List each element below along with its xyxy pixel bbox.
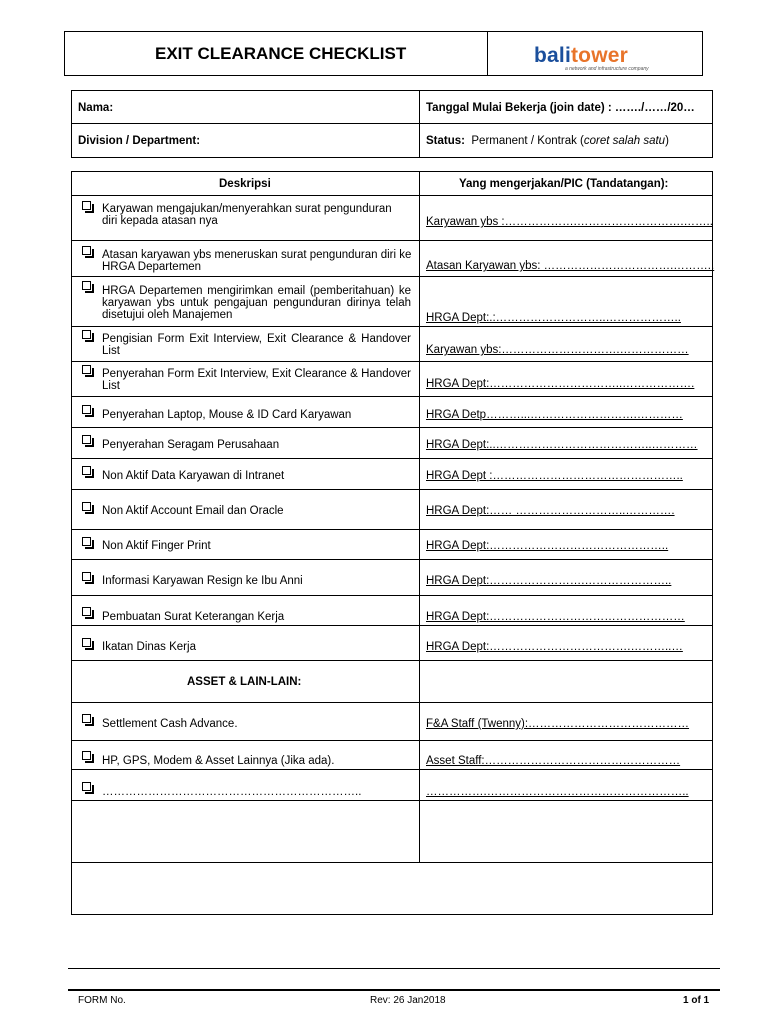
- asset-2-description: HP, GPS, Modem & Asset Lainnya (Jika ada).: [102, 755, 335, 767]
- row-5-description: Penyerahan Form Exit Interview, Exit Clearance & Handover List: [102, 368, 411, 392]
- info-row-divider: [71, 123, 713, 124]
- row-line: [71, 489, 713, 490]
- checkbox-row-13[interactable]: [82, 638, 91, 647]
- checkbox-row-8[interactable]: [82, 466, 91, 475]
- row-line: [71, 427, 713, 428]
- page-title: EXIT CLEARANCE CHECKLIST: [155, 44, 407, 63]
- col-header-deskripsi: Deskripsi: [219, 178, 271, 190]
- row-8-description: Non Aktif Data Karyawan di Intranet: [102, 470, 285, 482]
- row-line: [71, 625, 713, 626]
- row-10-pic: HRGA Dept:………………………………………..: [426, 540, 669, 552]
- checkbox-row-5[interactable]: [82, 365, 91, 374]
- row-4-pic: Karyawan ybs:………………………….………………: [426, 344, 689, 356]
- row-line: [71, 769, 713, 770]
- row-1-description: Karyawan mengajukan/menyerahkan surat pengunduran diri kepada atasan nya: [102, 203, 392, 227]
- row-line: [71, 195, 713, 196]
- checkbox-row-3[interactable]: [82, 281, 91, 290]
- row-3-pic: HRGA Dept:.:………………………..………………..: [426, 312, 681, 324]
- checkbox-row-10[interactable]: [82, 537, 91, 546]
- row-line: [71, 660, 713, 661]
- row-8-pic: HRGA Dept :…………………………………………..: [426, 470, 683, 482]
- row-line: [71, 326, 713, 327]
- checkbox-row-1[interactable]: [82, 201, 91, 210]
- row-line: [71, 396, 713, 397]
- footer-line-bottom: [68, 989, 720, 991]
- logo-tagline: a network and infrastructure company: [565, 66, 649, 72]
- row-line: [71, 595, 713, 596]
- row-12-description: Pembuatan Surat Keterangan Kerja: [102, 611, 285, 623]
- asset-1-pic: F&A Staff (Twenny):……………………………………: [426, 718, 690, 730]
- asset-1-description: Settlement Cash Advance.: [102, 718, 238, 730]
- row-line: [71, 559, 713, 560]
- checkbox-row-9[interactable]: [82, 502, 91, 511]
- col-header-pic: Yang mengerjakan/PIC (Tandatangan):: [459, 178, 669, 190]
- row-line: [71, 529, 713, 530]
- row-6-pic: HRGA Detp………...……………………….…………: [426, 409, 683, 421]
- asset-2-pic: Asset Staff:……………………………………………: [426, 755, 681, 767]
- checkbox-asset-3[interactable]: [82, 782, 91, 791]
- row-13-pic: HRGA Dept:……………………………….………..…: [426, 641, 683, 653]
- row-line: [71, 361, 713, 362]
- row-9-pic: HRGA Dept:…… ………………………..………….: [426, 505, 675, 517]
- checkbox-row-4[interactable]: [82, 330, 91, 339]
- row-7-description: Penyerahan Seragam Perusahaan: [102, 439, 280, 451]
- row-line: [71, 276, 713, 277]
- footer-page: 1 of 1: [683, 995, 710, 1006]
- asset-3-pic: …………….……………………………………………..: [426, 786, 689, 798]
- footer-line-top: [68, 968, 720, 969]
- checkbox-asset-1[interactable]: [82, 714, 91, 723]
- section-asset-title: ASSET & LAIN-LAIN:: [187, 676, 302, 688]
- row-11-pic: HRGA Dept:…………………….…………………..: [426, 575, 672, 587]
- checkbox-row-12[interactable]: [82, 607, 91, 616]
- info-box: [71, 90, 713, 158]
- row-13-description: Ikatan Dinas Kerja: [102, 641, 196, 653]
- row-6-description: Penyerahan Laptop, Mouse & ID Card Karyawan: [102, 409, 352, 421]
- row-9-description: Non Aktif Account Email dan Oracle: [102, 505, 284, 517]
- header-divider: [487, 31, 488, 76]
- row-7-pic: HRGA Dept:..…………………………………..…………: [426, 439, 698, 451]
- row-line: [71, 740, 713, 741]
- row-line: [71, 702, 713, 703]
- row-line: [71, 240, 713, 241]
- footer-rev: Rev: 26 Jan2018: [370, 995, 446, 1006]
- checkbox-row-6[interactable]: [82, 405, 91, 414]
- nama-label: Nama:: [78, 102, 114, 114]
- checkbox-row-7[interactable]: [82, 435, 91, 444]
- checkbox-row-2[interactable]: [82, 246, 91, 255]
- row-line: [71, 862, 713, 863]
- checkbox-row-11[interactable]: [82, 572, 91, 581]
- asset-3-description: …………………………………………………………..: [102, 786, 362, 798]
- info-col-divider: [419, 90, 420, 158]
- table-col-divider: [419, 171, 420, 862]
- row-3-description: HRGA Departemen mengirimkan email (pemberitahuan) ke karyawan ybs untuk pengajuan pengunduran dirinya telah disetujui oleh Manajemen: [102, 285, 411, 321]
- row-12-pic: HRGA Dept:……………………………………………: [426, 611, 685, 623]
- tanggal-label: Tanggal Mulai Bekerja (join date) : ……./……/20…: [426, 102, 695, 114]
- division-label: Division / Department:: [78, 135, 201, 147]
- row-10-description: Non Aktif Finger Print: [102, 540, 211, 552]
- row-line: [71, 800, 713, 801]
- row-1-pic: Karyawan ybs :……………….……………………….……..: [426, 216, 713, 228]
- footer-form-no: FORM No.: [78, 995, 126, 1006]
- status-field: Status: Permanent / Kontrak (coret salah satu): [426, 135, 669, 147]
- row-5-pic: HRGA Dept:……………………………..……………….: [426, 378, 695, 390]
- checkbox-asset-2[interactable]: [82, 751, 91, 760]
- company-logo: balitower: [534, 44, 628, 67]
- row-11-description: Informasi Karyawan Resign ke Ibu Anni: [102, 575, 303, 587]
- row-line: [71, 458, 713, 459]
- row-2-pic: Atasan Karyawan ybs: …………………………….………..: [426, 260, 715, 272]
- row-4-description: Pengisian Form Exit Interview, Exit Clearance & Handover List: [102, 333, 411, 357]
- row-2-description: Atasan karyawan ybs meneruskan surat pengunduran diri ke HRGA Departemen: [102, 249, 412, 273]
